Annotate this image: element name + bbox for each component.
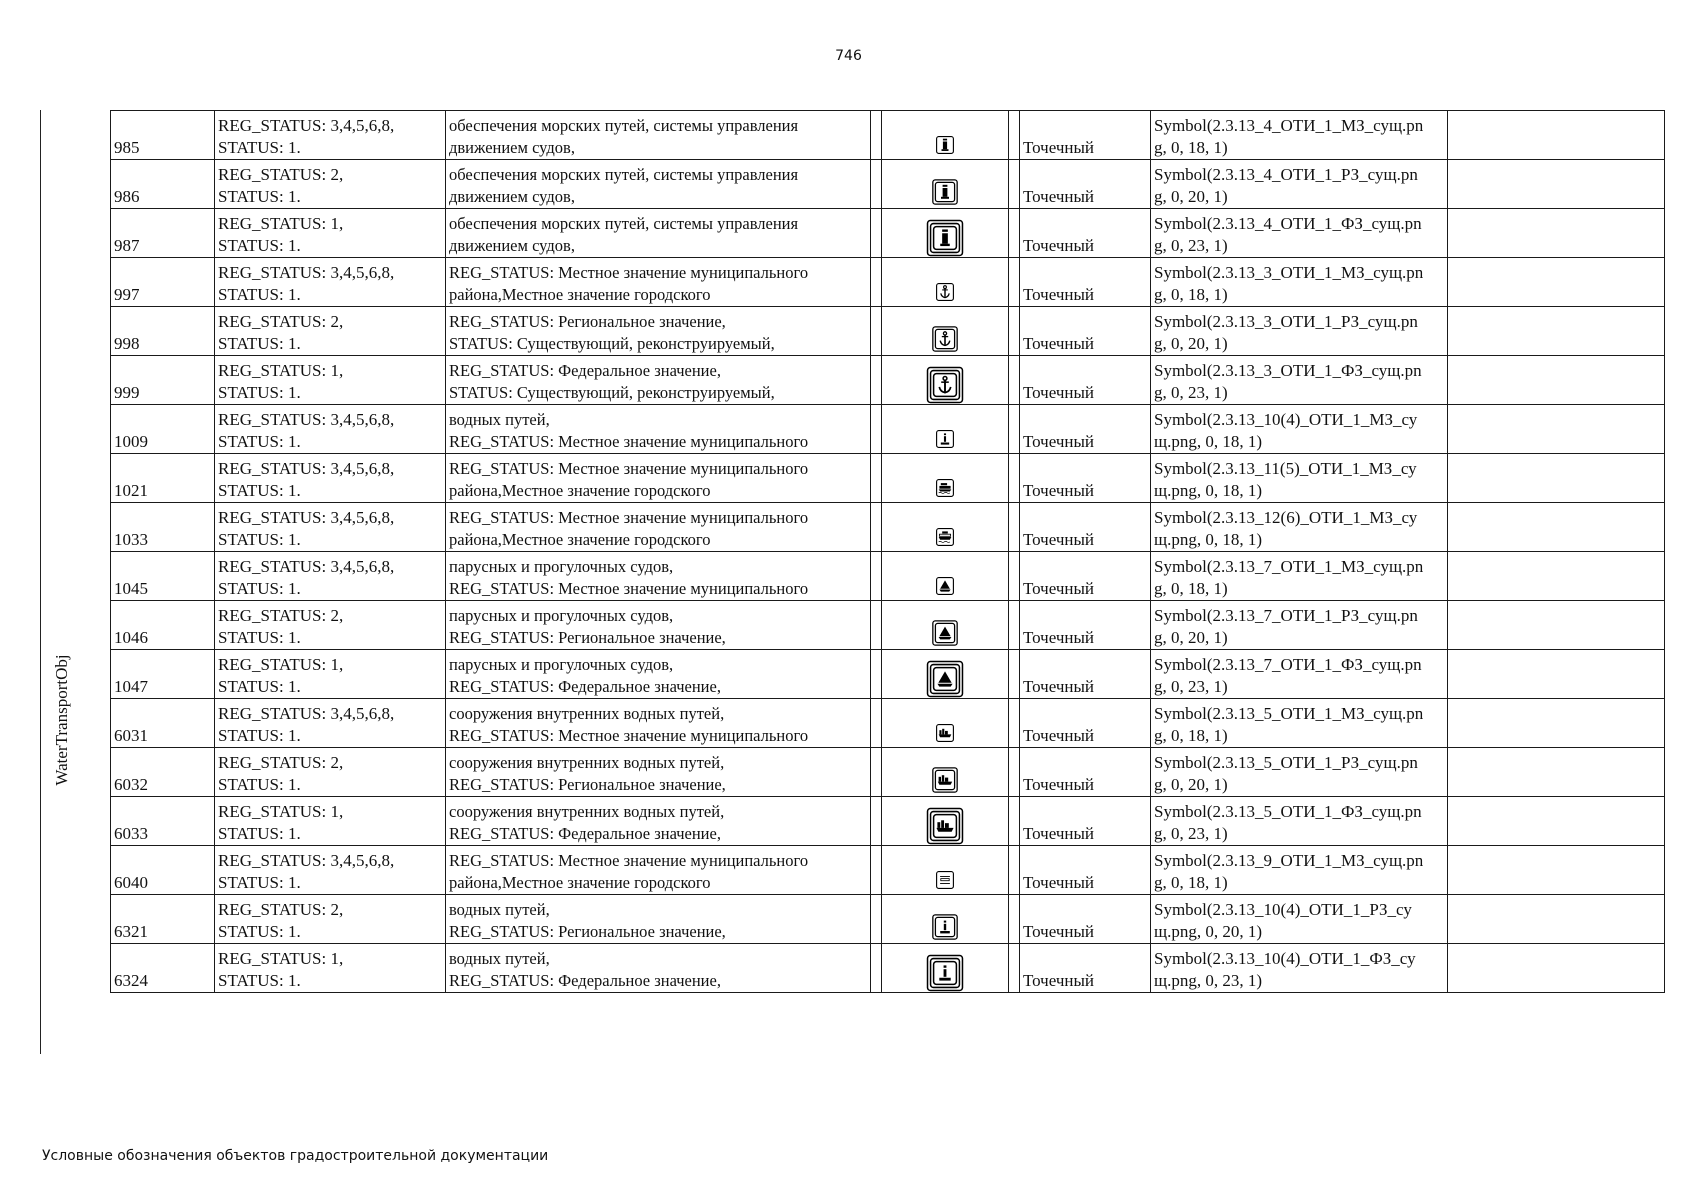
table-row [111,503,1665,552]
row-description: сооружения внутренних водных путей, REG_STATUS: Местное значение муниципального [446,699,871,748]
column-gap [1009,405,1020,454]
column-gap [1009,111,1020,160]
column-gap [871,454,882,503]
column-gap [1009,797,1020,846]
column-gap [871,895,882,944]
table-row [111,258,1665,307]
row-description: обеспечения морских путей, системы управления движением судов, [446,111,871,160]
ferry-icon [931,474,959,502]
row-description: водных путей, REG_STATUS: Федеральное значение, [446,944,871,993]
column-gap [871,111,882,160]
row-symbol [882,209,1009,258]
row-geometry-type: Точечный [1020,797,1151,846]
row-symbol-function: Symbol(2.3.13_12(6)_ОТИ_1_МЗ_су щ.png, 0, 18, 1) [1151,503,1448,552]
row-code: 1045 [111,552,215,601]
anchor-icon [926,366,964,404]
row-code: 998 [111,307,215,356]
row-status: REG_STATUS: 3,4,5,6,8, STATUS: 1. [215,846,446,895]
anchor-icon [931,278,959,306]
table-row [111,209,1665,258]
row-symbol-function: Symbol(2.3.13_5_ОТИ_1_МЗ_сущ.pn g, 0, 18, 1) [1151,699,1448,748]
row-symbol [882,552,1009,601]
row-symbol-function: Symbol(2.3.13_3_ОТИ_1_МЗ_сущ.pn g, 0, 18, 1) [1151,258,1448,307]
row-geometry-type: Точечный [1020,895,1151,944]
row-geometry-type: Точечный [1020,846,1151,895]
row-status: REG_STATUS: 1, STATUS: 1. [215,797,446,846]
table-row [111,356,1665,405]
row-code: 1033 [111,503,215,552]
row-empty-cell [1448,258,1665,307]
column-gap [1009,601,1020,650]
row-symbol [882,160,1009,209]
anchor-icon [929,323,961,355]
table-row [111,454,1665,503]
column-gap [871,650,882,699]
row-symbol [882,797,1009,846]
row-symbol [882,895,1009,944]
row-geometry-type: Точечный [1020,454,1151,503]
column-gap [871,601,882,650]
row-geometry-type: Точечный [1020,356,1151,405]
row-status: REG_STATUS: 3,4,5,6,8, STATUS: 1. [215,552,446,601]
row-symbol [882,699,1009,748]
row-description: обеспечения морских путей, системы управления движением судов, [446,209,871,258]
row-status: REG_STATUS: 2, STATUS: 1. [215,895,446,944]
channel-icon [931,866,959,894]
row-description: водных путей, REG_STATUS: Региональное значение, [446,895,871,944]
table-row [111,307,1665,356]
row-empty-cell [1448,846,1665,895]
column-gap [871,160,882,209]
row-symbol [882,748,1009,797]
info-icon [931,131,959,159]
column-gap [871,356,882,405]
table-row [111,111,1665,160]
row-description: водных путей, REG_STATUS: Местное значение муниципального [446,405,871,454]
row-empty-cell [1448,160,1665,209]
table-row [111,699,1665,748]
row-symbol [882,356,1009,405]
row-description: сооружения внутренних водных путей, REG_STATUS: Региональное значение, [446,748,871,797]
row-code: 987 [111,209,215,258]
row-empty-cell [1448,454,1665,503]
row-geometry-type: Точечный [1020,944,1151,993]
column-gap [871,405,882,454]
page-number: 746 [835,48,862,64]
row-status: REG_STATUS: 3,4,5,6,8, STATUS: 1. [215,503,446,552]
row-description: сооружения внутренних водных путей, REG_STATUS: Федеральное значение, [446,797,871,846]
row-status: REG_STATUS: 1, STATUS: 1. [215,650,446,699]
row-symbol [882,307,1009,356]
row-status: REG_STATUS: 3,4,5,6,8, STATUS: 1. [215,699,446,748]
waterway-sign-icon [929,911,961,943]
row-symbol [882,601,1009,650]
row-symbol [882,454,1009,503]
column-gap [871,258,882,307]
ship-icon [931,719,959,747]
row-geometry-type: Точечный [1020,209,1151,258]
row-symbol-function: Symbol(2.3.13_7_ОТИ_1_ФЗ_сущ.pn g, 0, 23, 1) [1151,650,1448,699]
row-status: REG_STATUS: 1, STATUS: 1. [215,356,446,405]
sailboat-icon [926,660,964,698]
column-gap [1009,160,1020,209]
column-gap [1009,895,1020,944]
row-empty-cell [1448,209,1665,258]
table-row [111,846,1665,895]
row-geometry-type: Точечный [1020,503,1151,552]
table-row [111,944,1665,993]
column-gap [1009,944,1020,993]
row-description: REG_STATUS: Местное значение муниципального района,Местное значение городского [446,258,871,307]
symbols-table [110,110,1665,993]
row-status: REG_STATUS: 3,4,5,6,8, STATUS: 1. [215,454,446,503]
table-row [111,748,1665,797]
row-geometry-type: Точечный [1020,307,1151,356]
row-code: 986 [111,160,215,209]
row-description: REG_STATUS: Региональное значение, STATUS: Существующий, реконструируемый, [446,307,871,356]
row-empty-cell [1448,503,1665,552]
row-code: 6033 [111,797,215,846]
column-gap [871,944,882,993]
row-symbol-function: Symbol(2.3.13_5_ОТИ_1_РЗ_сущ.pn g, 0, 20, 1) [1151,748,1448,797]
row-symbol-function: Symbol(2.3.13_10(4)_ОТИ_1_ФЗ_су щ.png, 0, 23, 1) [1151,944,1448,993]
row-symbol [882,846,1009,895]
waterway-sign-icon [926,954,964,992]
row-description: REG_STATUS: Федеральное значение, STATUS: Существующий, реконструируемый, [446,356,871,405]
row-empty-cell [1448,307,1665,356]
row-geometry-type: Точечный [1020,748,1151,797]
row-status: REG_STATUS: 3,4,5,6,8, STATUS: 1. [215,405,446,454]
row-symbol [882,111,1009,160]
row-empty-cell [1448,111,1665,160]
row-symbol-function: Symbol(2.3.13_4_ОТИ_1_РЗ_сущ.pn g, 0, 20, 1) [1151,160,1448,209]
row-empty-cell [1448,601,1665,650]
row-status: REG_STATUS: 2, STATUS: 1. [215,160,446,209]
row-status: REG_STATUS: 1, STATUS: 1. [215,209,446,258]
column-gap [1009,307,1020,356]
side-label: WaterTransportObj [52,654,71,786]
column-gap [871,503,882,552]
table-row [111,650,1665,699]
row-code: 1021 [111,454,215,503]
row-symbol-function: Symbol(2.3.13_10(4)_ОТИ_1_РЗ_су щ.png, 0, 20, 1) [1151,895,1448,944]
column-gap [871,748,882,797]
column-gap [1009,209,1020,258]
row-geometry-type: Точечный [1020,405,1151,454]
column-gap [871,846,882,895]
column-gap [1009,748,1020,797]
row-description: парусных и прогулочных судов, REG_STATUS: Региональное значение, [446,601,871,650]
row-description: REG_STATUS: Местное значение муниципального района,Местное значение городского [446,503,871,552]
row-status: REG_STATUS: 1, STATUS: 1. [215,944,446,993]
column-gap [1009,699,1020,748]
info-icon [926,219,964,257]
table-body [111,111,1665,993]
row-empty-cell [1448,650,1665,699]
row-empty-cell [1448,552,1665,601]
row-empty-cell [1448,356,1665,405]
row-geometry-type: Точечный [1020,111,1151,160]
row-symbol [882,503,1009,552]
table-row [111,405,1665,454]
row-code: 6031 [111,699,215,748]
sailboat-icon [931,572,959,600]
row-code: 997 [111,258,215,307]
waterway-sign-icon [931,425,959,453]
row-description: REG_STATUS: Местное значение муниципального района,Местное значение городского [446,454,871,503]
row-status: REG_STATUS: 2, STATUS: 1. [215,601,446,650]
footer-text: Условные обозначения объектов градостроительной документации [42,1148,549,1164]
column-gap [871,797,882,846]
row-description: парусных и прогулочных судов, REG_STATUS: Местное значение муниципального [446,552,871,601]
row-empty-cell [1448,895,1665,944]
row-geometry-type: Точечный [1020,552,1151,601]
row-symbol-function: Symbol(2.3.13_3_ОТИ_1_РЗ_сущ.pn g, 0, 20, 1) [1151,307,1448,356]
row-geometry-type: Точечный [1020,160,1151,209]
row-symbol [882,405,1009,454]
column-gap [871,209,882,258]
row-symbol-function: Symbol(2.3.13_10(4)_ОТИ_1_МЗ_су щ.png, 0, 18, 1) [1151,405,1448,454]
row-geometry-type: Точечный [1020,650,1151,699]
row-geometry-type: Точечный [1020,258,1151,307]
row-symbol-function: Symbol(2.3.13_3_ОТИ_1_ФЗ_сущ.pn g, 0, 23, 1) [1151,356,1448,405]
row-status: REG_STATUS: 3,4,5,6,8, STATUS: 1. [215,111,446,160]
row-description: обеспечения морских путей, системы управления движением судов, [446,160,871,209]
column-gap [1009,650,1020,699]
row-geometry-type: Точечный [1020,699,1151,748]
info-icon [929,176,961,208]
column-gap [871,552,882,601]
row-symbol-function: Symbol(2.3.13_11(5)_ОТИ_1_МЗ_су щ.png, 0, 18, 1) [1151,454,1448,503]
row-symbol [882,650,1009,699]
row-code: 1046 [111,601,215,650]
column-gap [1009,846,1020,895]
row-status: REG_STATUS: 2, STATUS: 1. [215,748,446,797]
row-description: REG_STATUS: Местное значение муниципального района,Местное значение городского [446,846,871,895]
row-symbol [882,258,1009,307]
row-code: 1047 [111,650,215,699]
row-empty-cell [1448,797,1665,846]
column-gap [1009,503,1020,552]
row-code: 6321 [111,895,215,944]
row-code: 6324 [111,944,215,993]
row-symbol-function: Symbol(2.3.13_9_ОТИ_1_МЗ_сущ.pn g, 0, 18, 1) [1151,846,1448,895]
row-symbol-function: Symbol(2.3.13_7_ОТИ_1_МЗ_сущ.pn g, 0, 18, 1) [1151,552,1448,601]
column-gap [1009,356,1020,405]
sailboat-icon [929,617,961,649]
table-row [111,601,1665,650]
column-gap [1009,552,1020,601]
table-row [111,797,1665,846]
side-rule [40,110,41,1054]
row-symbol-function: Symbol(2.3.13_4_ОТИ_1_МЗ_сущ.pn g, 0, 18, 1) [1151,111,1448,160]
row-code: 6040 [111,846,215,895]
row-symbol-function: Symbol(2.3.13_4_ОТИ_1_ФЗ_сущ.pn g, 0, 23, 1) [1151,209,1448,258]
boat-station-icon [931,523,959,551]
row-geometry-type: Точечный [1020,601,1151,650]
ship-icon [929,764,961,796]
table-row [111,552,1665,601]
row-empty-cell [1448,748,1665,797]
column-gap [871,699,882,748]
row-code: 999 [111,356,215,405]
row-symbol [882,944,1009,993]
row-description: парусных и прогулочных судов, REG_STATUS: Федеральное значение, [446,650,871,699]
row-status: REG_STATUS: 3,4,5,6,8, STATUS: 1. [215,258,446,307]
column-gap [871,307,882,356]
row-symbol-function: Symbol(2.3.13_7_ОТИ_1_РЗ_сущ.pn g, 0, 20, 1) [1151,601,1448,650]
row-code: 985 [111,111,215,160]
column-gap [1009,454,1020,503]
table-row [111,160,1665,209]
table-row [111,895,1665,944]
row-empty-cell [1448,944,1665,993]
row-symbol-function: Symbol(2.3.13_5_ОТИ_1_ФЗ_сущ.pn g, 0, 23, 1) [1151,797,1448,846]
column-gap [1009,258,1020,307]
row-empty-cell [1448,405,1665,454]
ship-icon [926,807,964,845]
row-empty-cell [1448,699,1665,748]
row-code: 6032 [111,748,215,797]
row-status: REG_STATUS: 2, STATUS: 1. [215,307,446,356]
row-code: 1009 [111,405,215,454]
